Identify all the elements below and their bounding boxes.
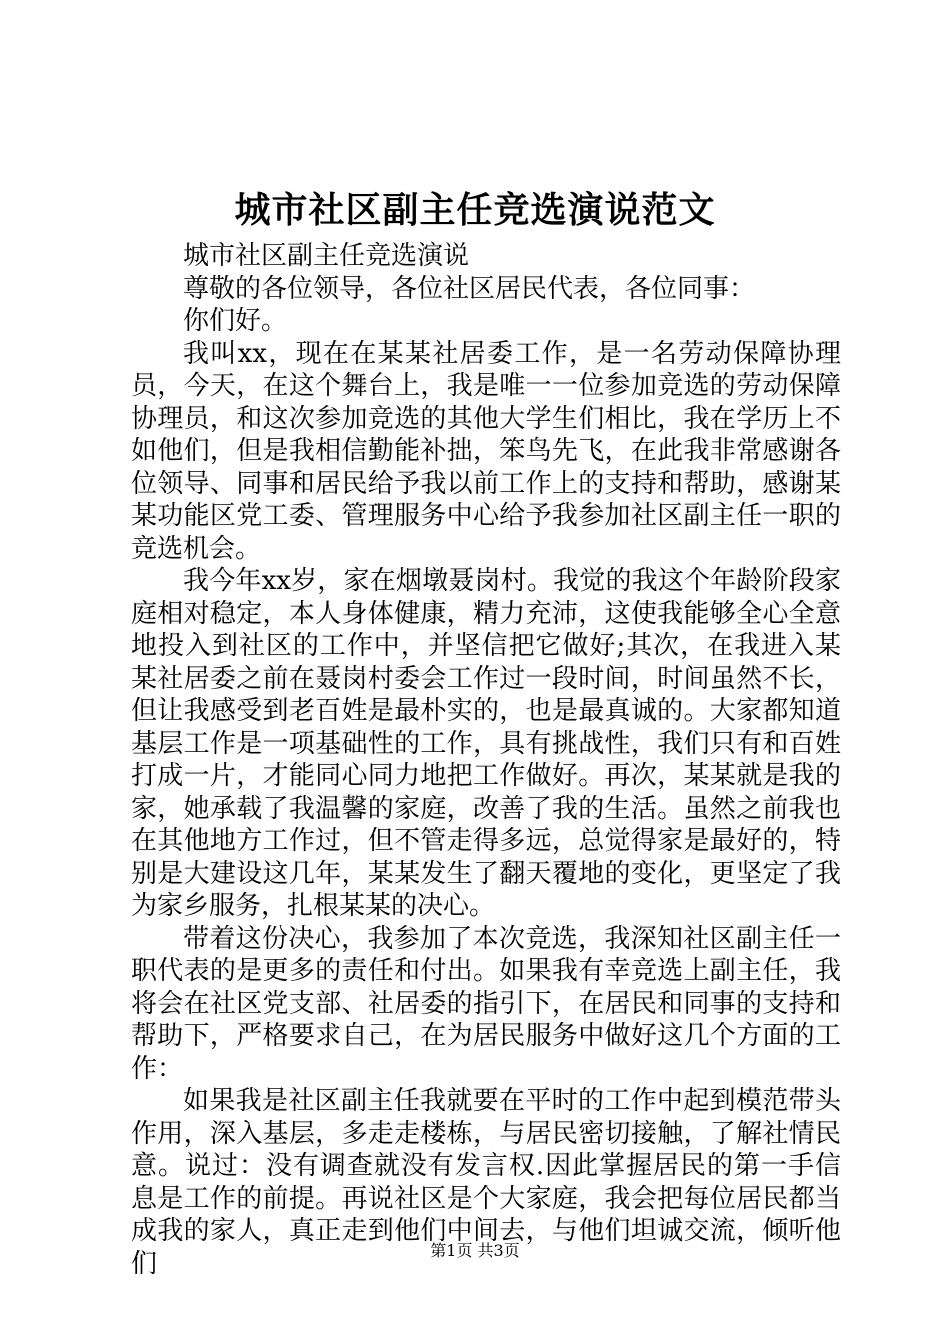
paragraph-salutation: 尊敬的各位领导，各位社区居民代表，各位同事： [183,273,756,304]
paragraph-background: 我今年xx岁，家在烟墩聂岗村。我觉的我这个年龄阶段家庭相对稳定，本人身体健康，精力充沛，这使我能够全心全意地投入到社区的工作中，并坚信把它做好;其次，在我进入某某社居委之前在聂岗村委会工作过一段时间，时间虽然不长，但让我感受到老百姓是最朴实的，也是最真诚的。大家都知道基层工作是一项基础性的工作，具有挑战性，我们只有和百姓打成一片，才能同心同力地把工作做好。再次，某某就是我的家，她承载了我温馨的家庭，改善了我的生活。虽然之前我也在其他地方工作过，但不管走得多远，总觉得家是最好的，特别是大建设这几年，某某发生了翻天覆地的变化，更坚定了我为家乡服务，扎根某某的决心。 [131,566,841,921]
paragraph-commitment: 带着这份决心，我参加了本次竞选，我深知社区副主任一职代表的是更多的责任和付出。如果我有幸竞选上副主任，我将会在社区党支部、社居委的指引下，在居民和同事的支持和帮助下，严格要求自己，在为居民服务中做好这几个方面的工作： [131,923,841,1084]
document-title: 城市社区副主任竞选演说范文 [234,189,716,231]
paragraph-introduction: 我叫xx，现在在某某社居委工作，是一名劳动保障协理员，今天，在这个舞台上，我是唯一一位参加竞选的劳动保障协理员，和这次参加竞选的其他大学生们相比，我在学历上不如他们，但是我相信勤能补拙，笨鸟先飞，在此我非常感谢各位领导、同事和居民给予我以前工作上的支持和帮助，感谢某某功能区党工委、管理服务中心给予我参加社区副主任一职的竞选机会。 [131,338,841,564]
paragraph-subtitle: 城市社区副主任竞选演说 [183,241,470,271]
paragraph-plan: 如果我是社区副主任我就要在平时的工作中起到模范带头作用，深入基层，多走走楼栋，与居民密切接触，了解社情民意。说过：没有调查就没有发言权.因此掌握居民的第一手信息是工作的前提。再说社区是个大家庭，我会把每位居民都当成我的家人，真正走到他们中间去，与他们坦诚交流，倾听他们 [131,1086,841,1279]
page-number-footer: 第1页 共3页 [430,1241,520,1260]
document-body [131,240,841,1280]
paragraph-greeting: 你们好。 [183,306,288,336]
